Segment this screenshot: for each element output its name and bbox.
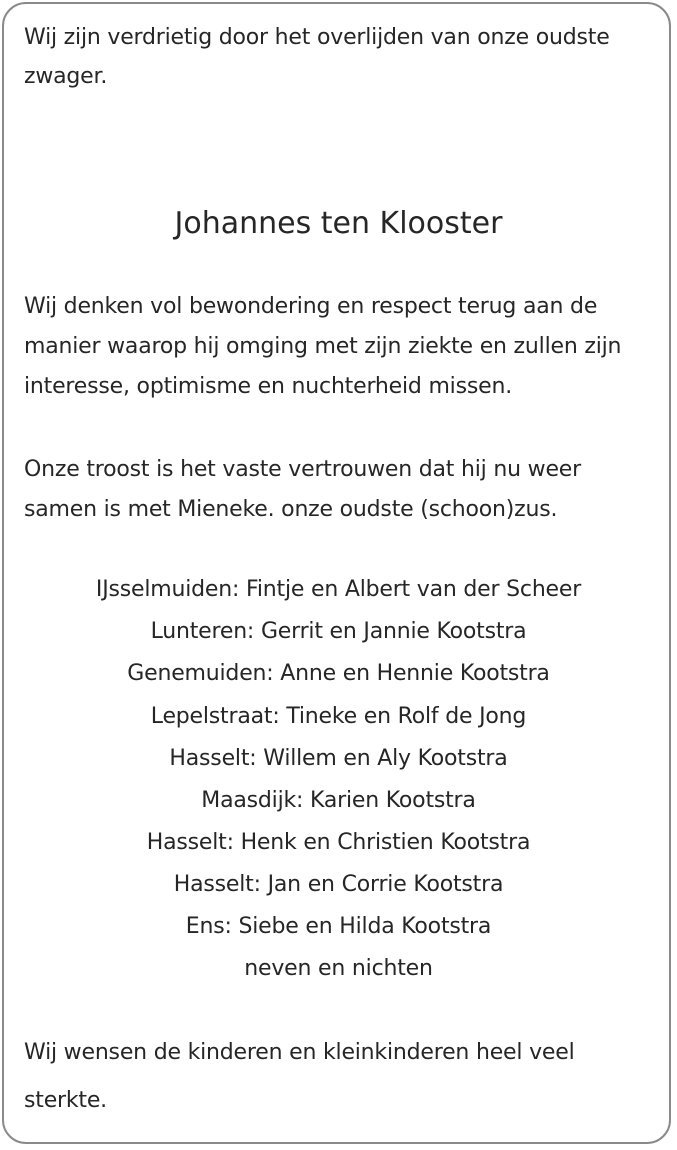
closing-line: Wij wensen de kinderen en kleinkinderen heel veel [24, 1040, 575, 1065]
family-line: IJsselmuiden: Fintje en Albert van der Scheer [95, 577, 582, 602]
paragraph-line: manier waarop hij omging met zijn ziekte en zullen zijn [24, 334, 622, 359]
paragraph-line: samen is met Mieneke. onze oudste (schoon)zus. [24, 497, 558, 522]
family-line: Hasselt: Willem en Aly Kootstra [169, 746, 508, 771]
intro-line: zwager. [24, 64, 108, 89]
family-line: neven en nichten [244, 956, 433, 981]
family-line: Maasdijk: Karien Kootstra [201, 788, 476, 813]
family-line: Ens: Siebe en Hilda Kootstra [185, 914, 492, 939]
family-line: Lepelstraat: Tineke en Rolf de Jong [150, 704, 527, 729]
paragraph-line: Onze troost is het vaste vertrouwen dat hij nu weer [24, 457, 581, 482]
deceased-name: Johannes ten Klooster [174, 206, 503, 241]
family-line: Hasselt: Henk en Christien Kootstra [146, 830, 531, 855]
family-line: Hasselt: Jan en Corrie Kootstra [173, 872, 504, 897]
closing-line: sterkte. [24, 1088, 107, 1113]
intro-line: Wij zijn verdrietig door het overlijden van onze oudste [24, 25, 610, 50]
family-line: Lunteren: Gerrit en Jannie Kootstra [150, 619, 527, 644]
paragraph-line: interesse, optimisme en nuchterheid missen. [24, 374, 512, 399]
family-line: Genemuiden: Anne en Hennie Kootstra [127, 661, 550, 686]
paragraph-line: Wij denken vol bewondering en respect terug aan de [24, 294, 598, 319]
